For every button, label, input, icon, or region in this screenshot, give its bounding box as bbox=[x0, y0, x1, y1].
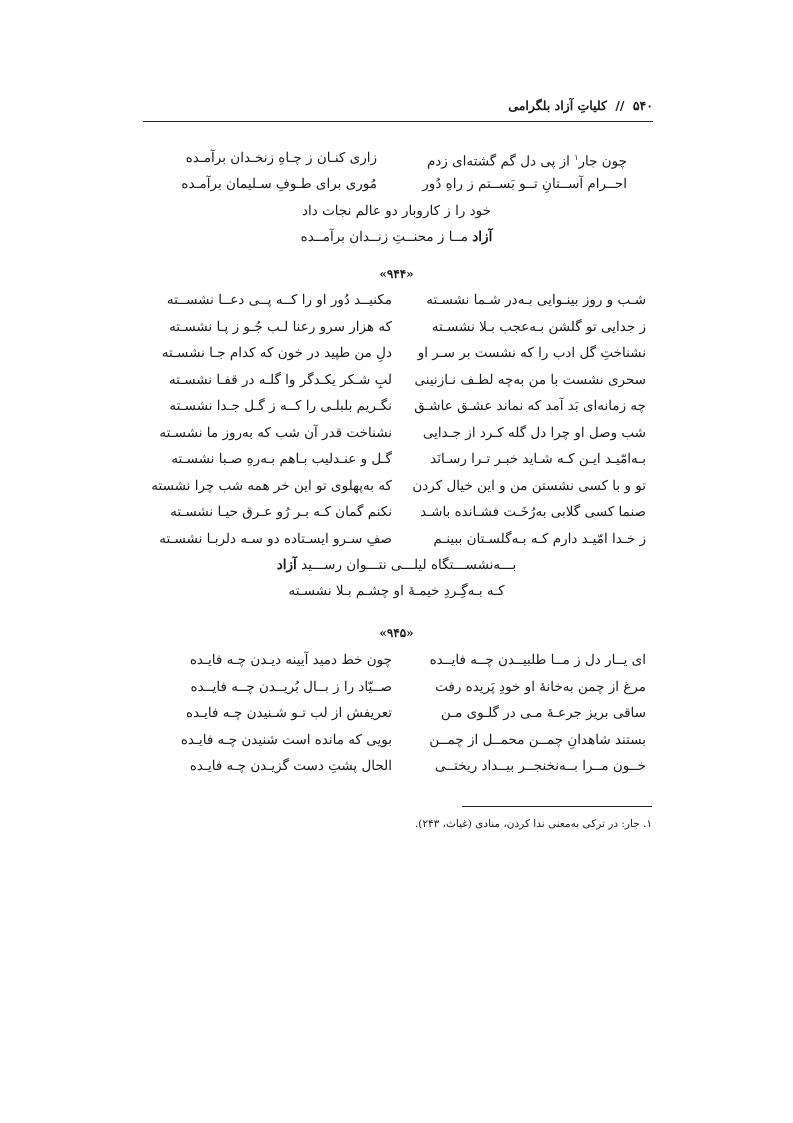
hemistich-right: صنما کسی گلابی به‌رُخَـت فشـانده باشـد bbox=[420, 504, 646, 520]
couplet bbox=[0, 476, 793, 496]
couplet bbox=[0, 370, 793, 390]
hemistich-left: صفِ سـرو ایسـتاده دو سـه دلربـا نشسـته bbox=[159, 530, 392, 547]
couplet bbox=[0, 529, 793, 549]
hemistich-right: چون جار$^۱$ از پی دل گم گشته‌ای زدم bbox=[426, 153, 627, 170]
hemistich-right: نشناختِ گل ادب را که نشست بر سـر او bbox=[417, 345, 646, 361]
footnote-marker: ۱ bbox=[574, 153, 579, 162]
couplet bbox=[0, 449, 793, 469]
couplet bbox=[0, 756, 793, 776]
final-line: بـــه‌نشســـتگاه لیلـــی نتـــوان رســـید آزاد bbox=[276, 557, 517, 573]
header-separator: // bbox=[615, 98, 625, 113]
hemistich-right: احــرام آســتانِ تــو بَســتم ز راهِ دُور bbox=[422, 176, 627, 192]
hemistich-right: ای یــار دل ز مــا طلبیــدن چــه فایــده bbox=[429, 652, 646, 668]
couplet bbox=[0, 317, 793, 337]
poem-number: «۹۴۴» bbox=[379, 267, 414, 281]
page-number: ۵۴۰ bbox=[632, 98, 653, 113]
hemistich-left: نکنم گمان کـه بـر رُو عـرق حیـا نشسـته bbox=[170, 504, 392, 520]
hemistich-left: مُوری برای طـوفِ سـلیمان برآمـده bbox=[181, 176, 377, 192]
couplet bbox=[0, 677, 793, 697]
final-line: کـه بـه‌گِـردِ خیمـهٔ او چشـم بـلا نشسـته bbox=[288, 583, 505, 599]
hemistich-left: تعریفش از لب تـو شـنیدن چـه فایـده bbox=[186, 705, 392, 721]
hemistich-left: لبِ شـکر یکـدگر وا گلـه در قفـا نشسـته bbox=[168, 371, 392, 388]
final-line: آزاد مــا ز محنــتِ زنــدان برآمــده bbox=[300, 229, 493, 245]
couplet bbox=[0, 174, 793, 194]
hemistich-right: خــون مــرا بــه‌نخنجــر بیــداد ریختــی bbox=[435, 758, 646, 774]
hemistich-left: زاری کنـان ز چـاهِ زنخـدان برآمـده bbox=[185, 150, 377, 166]
hemistich-left: صــیّاد را ز بــال بُریــدن چــه فایــده bbox=[190, 678, 392, 695]
couplet bbox=[0, 148, 793, 168]
hemistich-right: شـب و روز بینـوایی بـه‌در شـما نشسـته bbox=[426, 292, 646, 308]
hemistich-right: ساقی بریز جرعـهٔ مـی در گلـوی مـن bbox=[440, 705, 646, 721]
couplet bbox=[0, 650, 793, 670]
couplet bbox=[0, 343, 793, 363]
poet-name: آزاد bbox=[472, 229, 493, 245]
hemistich-left: چون خط دمید آیینه دیـدن چـه فایـده bbox=[189, 652, 392, 668]
couplet bbox=[0, 423, 793, 443]
footnote-rule bbox=[462, 806, 652, 807]
hemistich-right: سحری نشست با من به‌چه لطـف نـازنینی bbox=[414, 371, 646, 388]
poet-name: آزاد bbox=[276, 557, 297, 573]
hemistich-right: تو و با کسی نشستن من و این خیال کردن bbox=[412, 477, 646, 494]
hemistich-right: ز خـدا امّیـد دارم کـه بـه‌گلسـتان ببینـم bbox=[433, 530, 646, 547]
final-line: خود را ز کاروبار دو عالم نجات داد bbox=[302, 203, 491, 219]
hemistich-left: بویی که مانده است شنیدن چـه فایـده bbox=[180, 731, 392, 748]
footnote: ۱. جار: در ترکی به‌معنی ندا کردن، منادی (غیاث، ۲۴۳). bbox=[414, 818, 652, 830]
hemistich-right: شب وصل او چرا دل گله کـرد از جـدایی bbox=[422, 424, 646, 441]
hemistich-right: بـه‌امّیـد ایـن کـه شـاید خبـر تـرا رسـانَد bbox=[430, 451, 646, 467]
hemistich-left: دلِ من طپید در خون که کدام جـا نشسـته bbox=[161, 345, 392, 361]
hemistich-left: نگـریم بلبلـی را کــه ز گـل جـدا نشسـته bbox=[169, 398, 392, 414]
hemistich-left: نشناخت قدر آن شب که به‌روز ما نشسـته bbox=[159, 424, 392, 441]
running-header bbox=[143, 98, 653, 120]
hemistich-left: مکنیــد دُور او را کــه پــی دعــا نشســته bbox=[166, 292, 392, 308]
poem-number: «۹۴۵» bbox=[379, 626, 414, 640]
couplet bbox=[0, 290, 793, 310]
hemistich-right: بستند شاهدانِ چمــن محمــل از چمــن bbox=[429, 731, 646, 748]
couplet bbox=[0, 730, 793, 750]
hemistich-left: که به‌پهلوی تو این خر همه شب چرا نشسته bbox=[151, 477, 392, 494]
header-rule bbox=[143, 121, 653, 122]
couplet bbox=[0, 502, 793, 522]
book-title: کلیاتِ آزاد بلگرامی bbox=[508, 98, 607, 113]
hemistich-right: مرغ از چمن به‌خانهٔ او خودِ پَریده رفت bbox=[435, 678, 646, 695]
hemistich-left: الحال پشتِ دست گزیـدن چـه فایـده bbox=[189, 758, 392, 774]
hemistich-right: چه زمانه‌ای بَد آمد که نماند عشـق عاشـق bbox=[414, 398, 646, 414]
hemistich-left: گـل و عنـدلیب بـاهم بـه‌رهِ صـبا نشسـته bbox=[171, 451, 392, 467]
hemistich-left: که هزار سرو رعنا لـب جُـو ز پـا نشسـته bbox=[169, 318, 392, 335]
hemistich-right: ز جدایی تو گلشن بـه‌عجب بـلا نشسـته bbox=[431, 318, 646, 335]
couplet bbox=[0, 703, 793, 723]
couplet bbox=[0, 396, 793, 416]
